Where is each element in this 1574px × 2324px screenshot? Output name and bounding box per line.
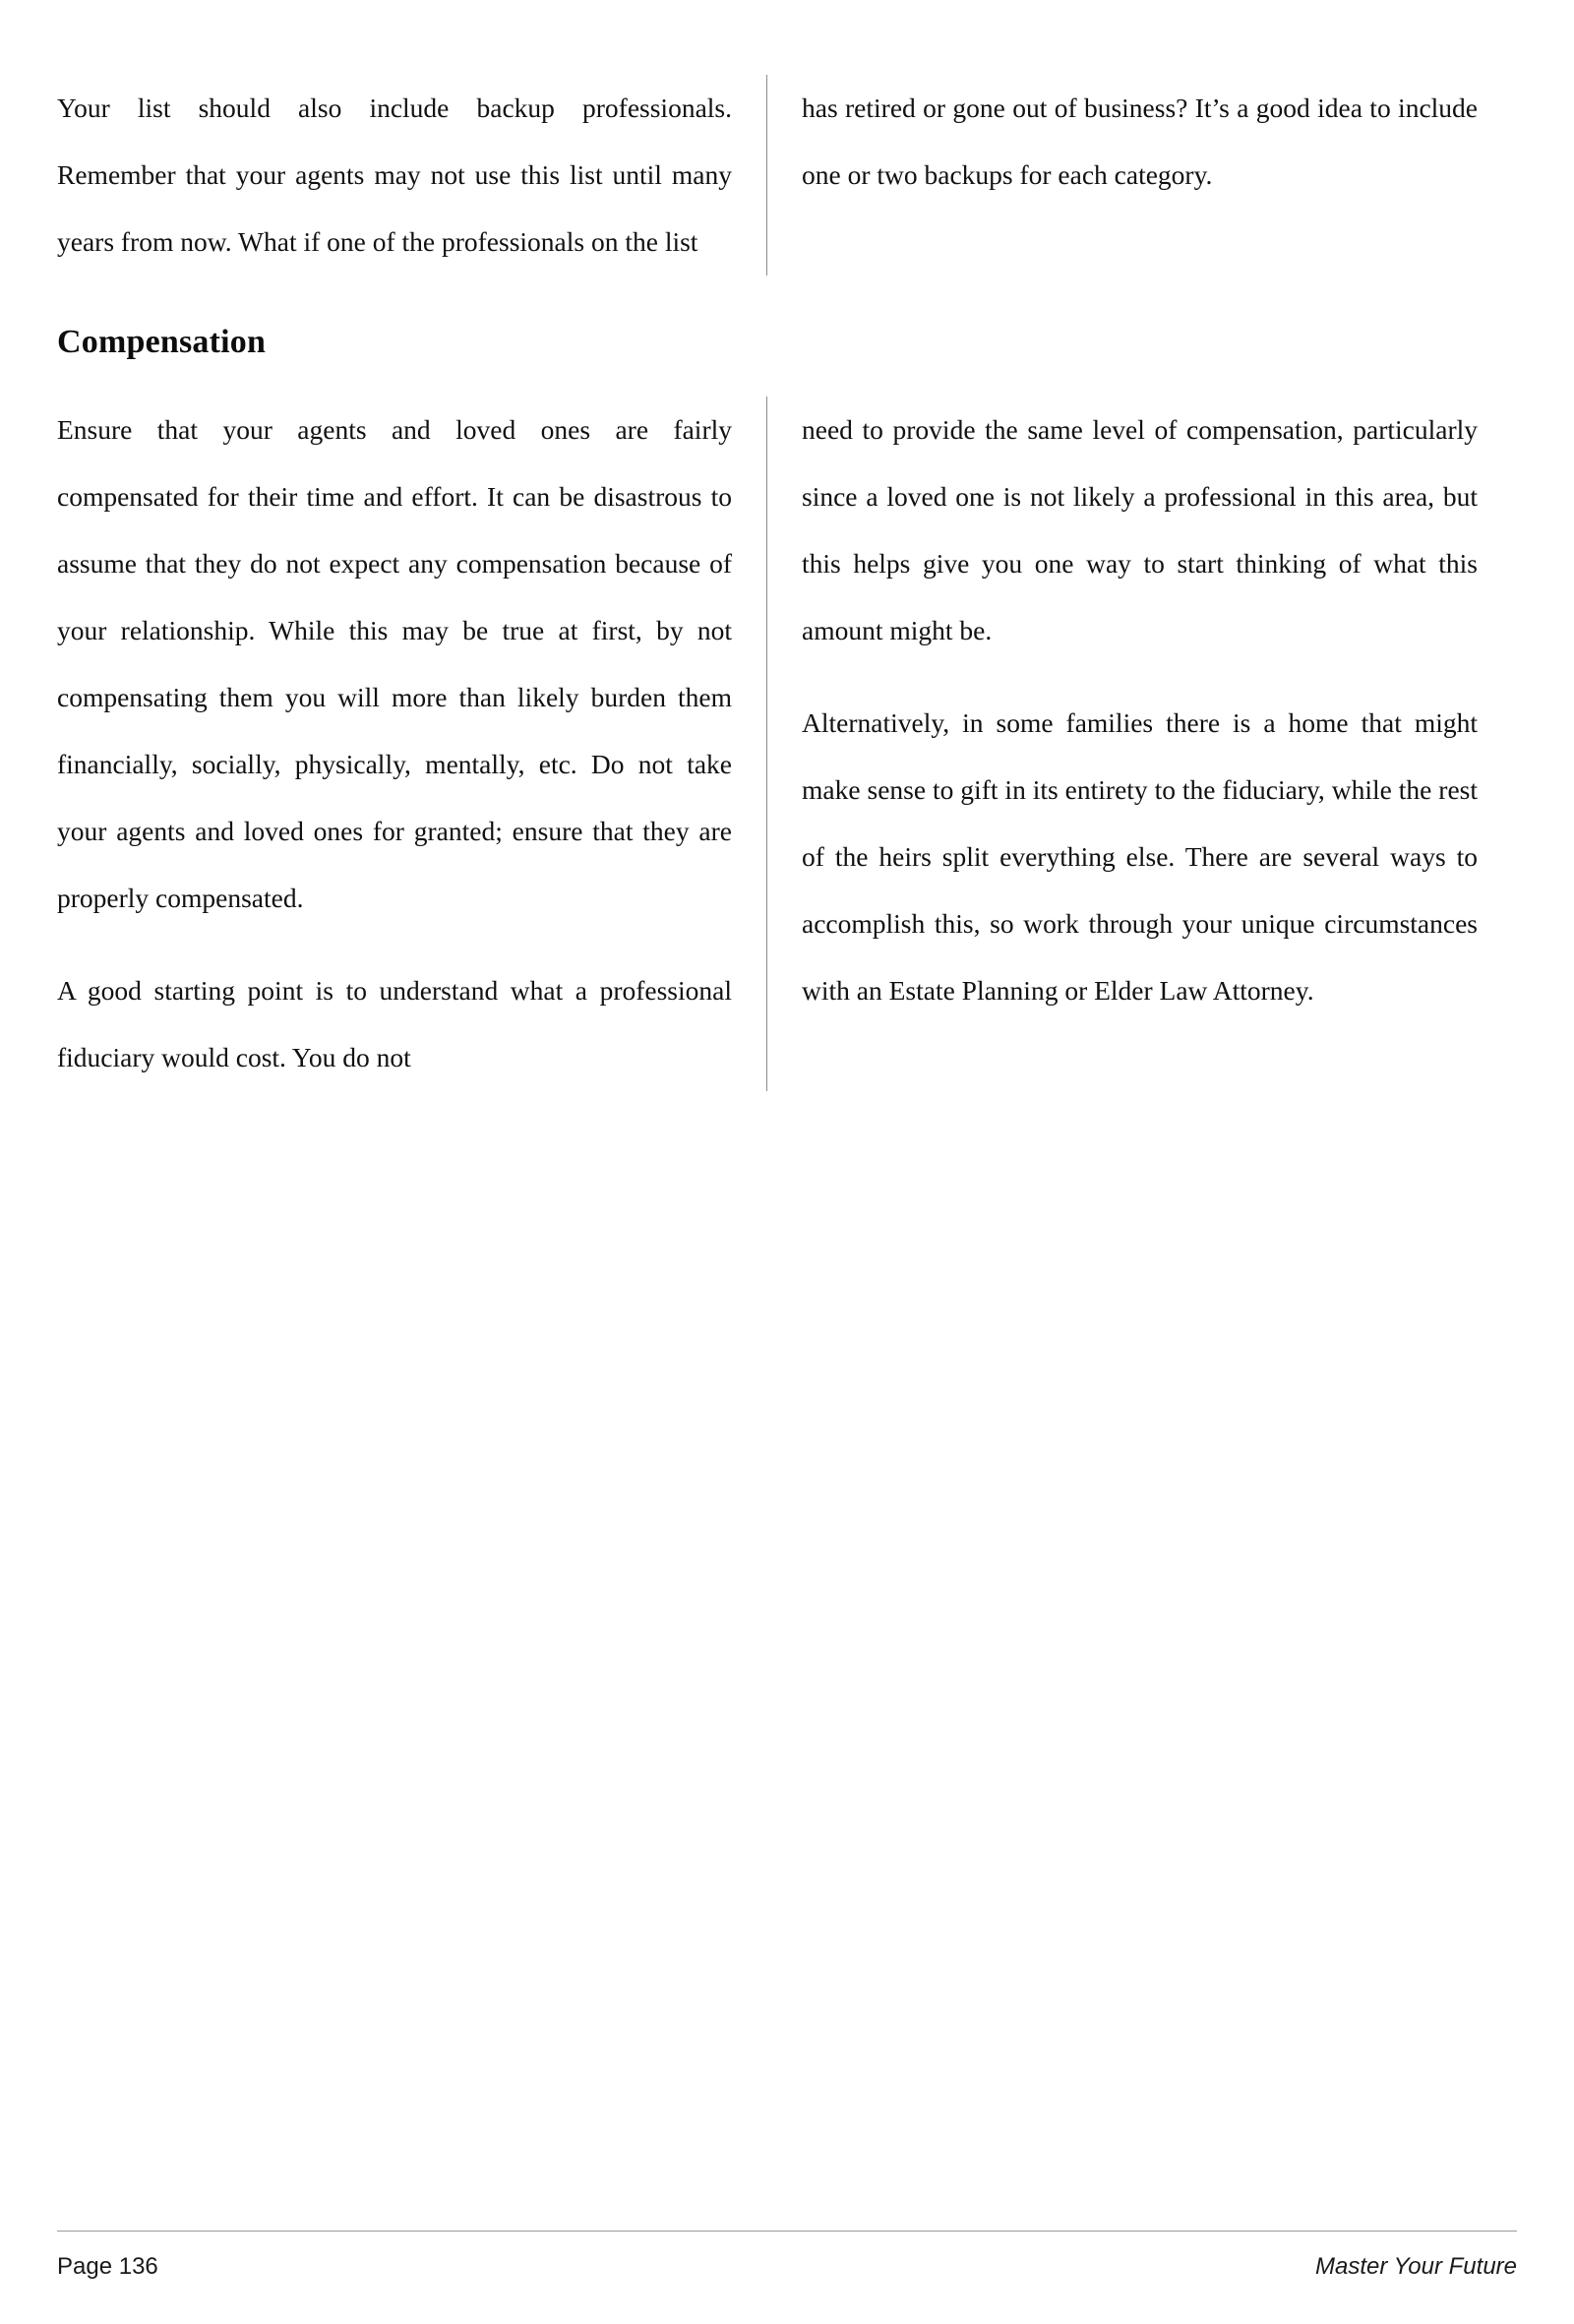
compensation-right-column xyxy=(767,397,1478,1024)
paragraph: Alternatively, in some families there is a home that might make sense to gift in its entirety to the fiduciary, while the rest of the heirs split everything else. There are several ways to accomplish this, so work through your unique circumstances with an Estate Planning or Elder Law Attorney. xyxy=(802,706,1478,1006)
paragraph: Ensure that your agents and loved ones are fairly compensated for their time and effort. It can be disastrous to assume that they do not expect any compensation because of your relationship. While this may be true at first, by not compensating them you will more than likely burden them financially, socially, physically, mentally, etc. Do not take your agents and loved ones for granted; ensure that they are properly compensated. xyxy=(57,413,732,913)
compensation-text-block xyxy=(57,397,1523,1091)
running-title: Master Your Future xyxy=(1315,2253,1517,2280)
section-heading-compensation: Compensation xyxy=(57,324,267,360)
top-text-block xyxy=(57,75,1523,275)
paragraph: need to provide the same level of compensation, particularly since a loved one is not likely a professional in this area, but this helps give you one way to start thinking of what this amount might be. xyxy=(802,413,1478,645)
top-block-right-column xyxy=(767,75,1478,209)
page-footer xyxy=(57,2231,1517,2281)
page-content xyxy=(57,75,1523,1091)
top-block-left-column xyxy=(57,75,767,275)
paragraph: A good starting point is to understand what a professional fiduciary would cost. You do not xyxy=(57,974,732,1072)
paragraph: Your list should also include backup professionals. Remember that your agents may not use this list until many years from now. What if one of the professionals on the list xyxy=(57,92,732,257)
page-number: Page 136 xyxy=(57,2253,158,2280)
compensation-left-column xyxy=(57,397,767,1091)
paragraph: has retired or gone out of business? It’s a good idea to include one or two backups for each category. xyxy=(802,92,1478,190)
